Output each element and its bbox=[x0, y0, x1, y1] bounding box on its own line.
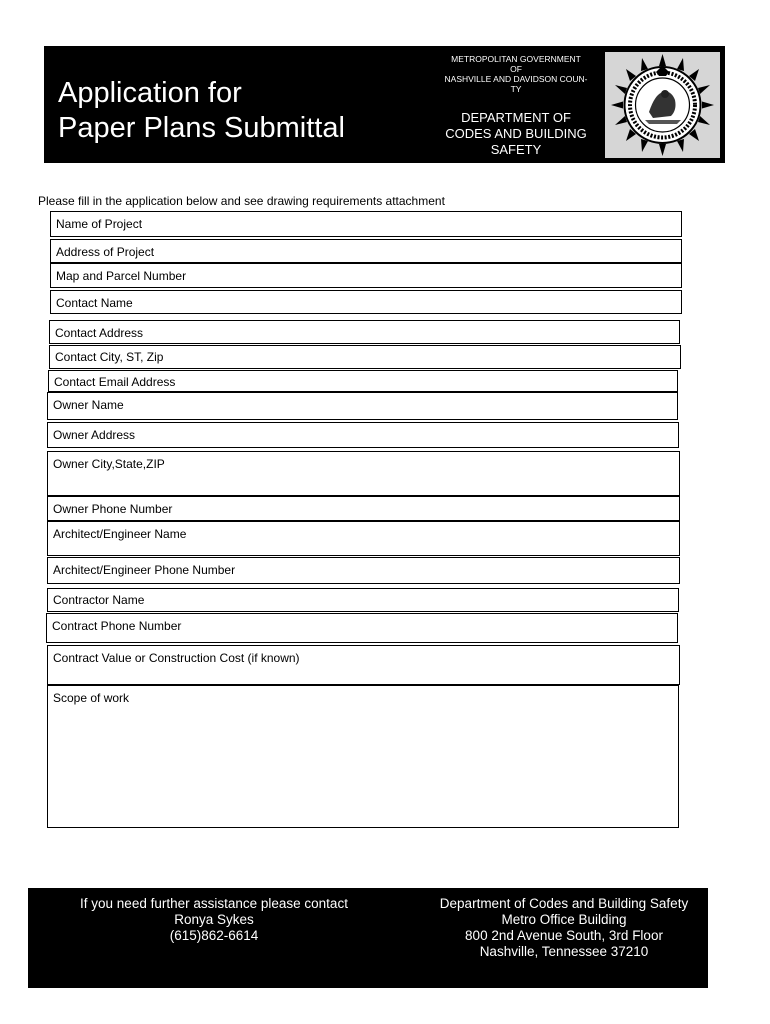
field-label: Address of Project bbox=[56, 245, 155, 259]
owner-address-field[interactable] bbox=[47, 422, 679, 448]
field-label: Contact Address bbox=[55, 326, 144, 340]
field-label: Contact Email Address bbox=[54, 375, 176, 389]
contractor-name-field[interactable] bbox=[47, 588, 679, 612]
address-line-1: Department of Codes and Building Safety bbox=[439, 896, 689, 911]
contact-person: Ronya Sykes bbox=[174, 912, 254, 927]
map-and-parcel-field[interactable] bbox=[50, 263, 682, 288]
owner-city-field[interactable] bbox=[47, 451, 680, 496]
government-line-2: OF bbox=[510, 64, 522, 74]
footer-banner bbox=[28, 888, 708, 988]
address-line-3: 800 2nd Avenue South, 3rd Floor bbox=[465, 928, 663, 943]
contract-value-field[interactable] bbox=[47, 645, 680, 685]
field-label: Map and Parcel Number bbox=[56, 269, 187, 283]
title-line-1: Application for bbox=[58, 77, 242, 109]
field-label: Contractor Name bbox=[53, 593, 145, 607]
field-label: Owner Address bbox=[53, 428, 136, 442]
field-label: Scope of work bbox=[53, 691, 130, 705]
title-line-2: Paper Plans Submittal bbox=[58, 112, 345, 144]
department-line-1: DEPARTMENT OF bbox=[461, 110, 571, 125]
name-of-project-field[interactable] bbox=[50, 211, 682, 237]
owner-phone-field[interactable] bbox=[47, 496, 680, 521]
page-title bbox=[58, 76, 345, 146]
contact-name-field[interactable] bbox=[50, 290, 682, 314]
field-label: Contract Phone Number bbox=[52, 619, 182, 633]
department-address bbox=[422, 896, 706, 960]
government-line-1: METROPOLITAN GOVERNMENT bbox=[451, 54, 581, 64]
contact-address-field[interactable] bbox=[49, 320, 680, 344]
contract-phone-field[interactable] bbox=[46, 613, 678, 643]
owner-name-field[interactable] bbox=[47, 392, 678, 420]
field-label: Owner City,State,ZIP bbox=[53, 457, 165, 471]
contact-city-field[interactable] bbox=[49, 345, 681, 369]
architect-phone-field[interactable] bbox=[47, 557, 680, 584]
field-label: Name of Project bbox=[56, 217, 143, 231]
government-line-4: TY bbox=[510, 84, 522, 94]
scope-of-work-field[interactable] bbox=[47, 685, 679, 828]
assistance-line-1: If you need further assistance please contact bbox=[80, 896, 348, 911]
contact-email-field[interactable] bbox=[48, 370, 678, 392]
address-line-4: Nashville, Tennessee 37210 bbox=[479, 944, 649, 959]
field-label: Owner Name bbox=[53, 398, 124, 412]
field-label: Contact Name bbox=[56, 296, 133, 310]
government-name bbox=[440, 54, 592, 94]
seal-container bbox=[605, 52, 720, 158]
field-label: Owner Phone Number bbox=[53, 502, 173, 516]
architect-name-field[interactable] bbox=[47, 521, 680, 556]
field-label: Architect/Engineer Phone Number bbox=[53, 563, 236, 577]
field-label: Contract Value or Construction Cost (if known) bbox=[53, 651, 300, 665]
metro-nashville-seal-icon bbox=[605, 52, 720, 158]
field-label: Architect/Engineer Name bbox=[53, 527, 187, 541]
instructions-text: Please fill in the application below and see drawing requirements attachment bbox=[38, 194, 445, 208]
field-label: Contact City, ST, Zip bbox=[55, 350, 164, 364]
government-line-3: NASHVILLE AND DAVIDSON COUN- bbox=[444, 74, 588, 84]
department-line-2: CODES AND BUILDING bbox=[445, 126, 587, 141]
department-name bbox=[436, 110, 596, 158]
assistance-contact bbox=[64, 896, 364, 944]
address-of-project-field[interactable] bbox=[50, 239, 682, 263]
department-line-3: SAFETY bbox=[490, 142, 542, 157]
address-line-2: Metro Office Building bbox=[501, 912, 627, 927]
contact-phone: (615)862-6614 bbox=[169, 928, 259, 943]
header-banner bbox=[44, 46, 725, 163]
